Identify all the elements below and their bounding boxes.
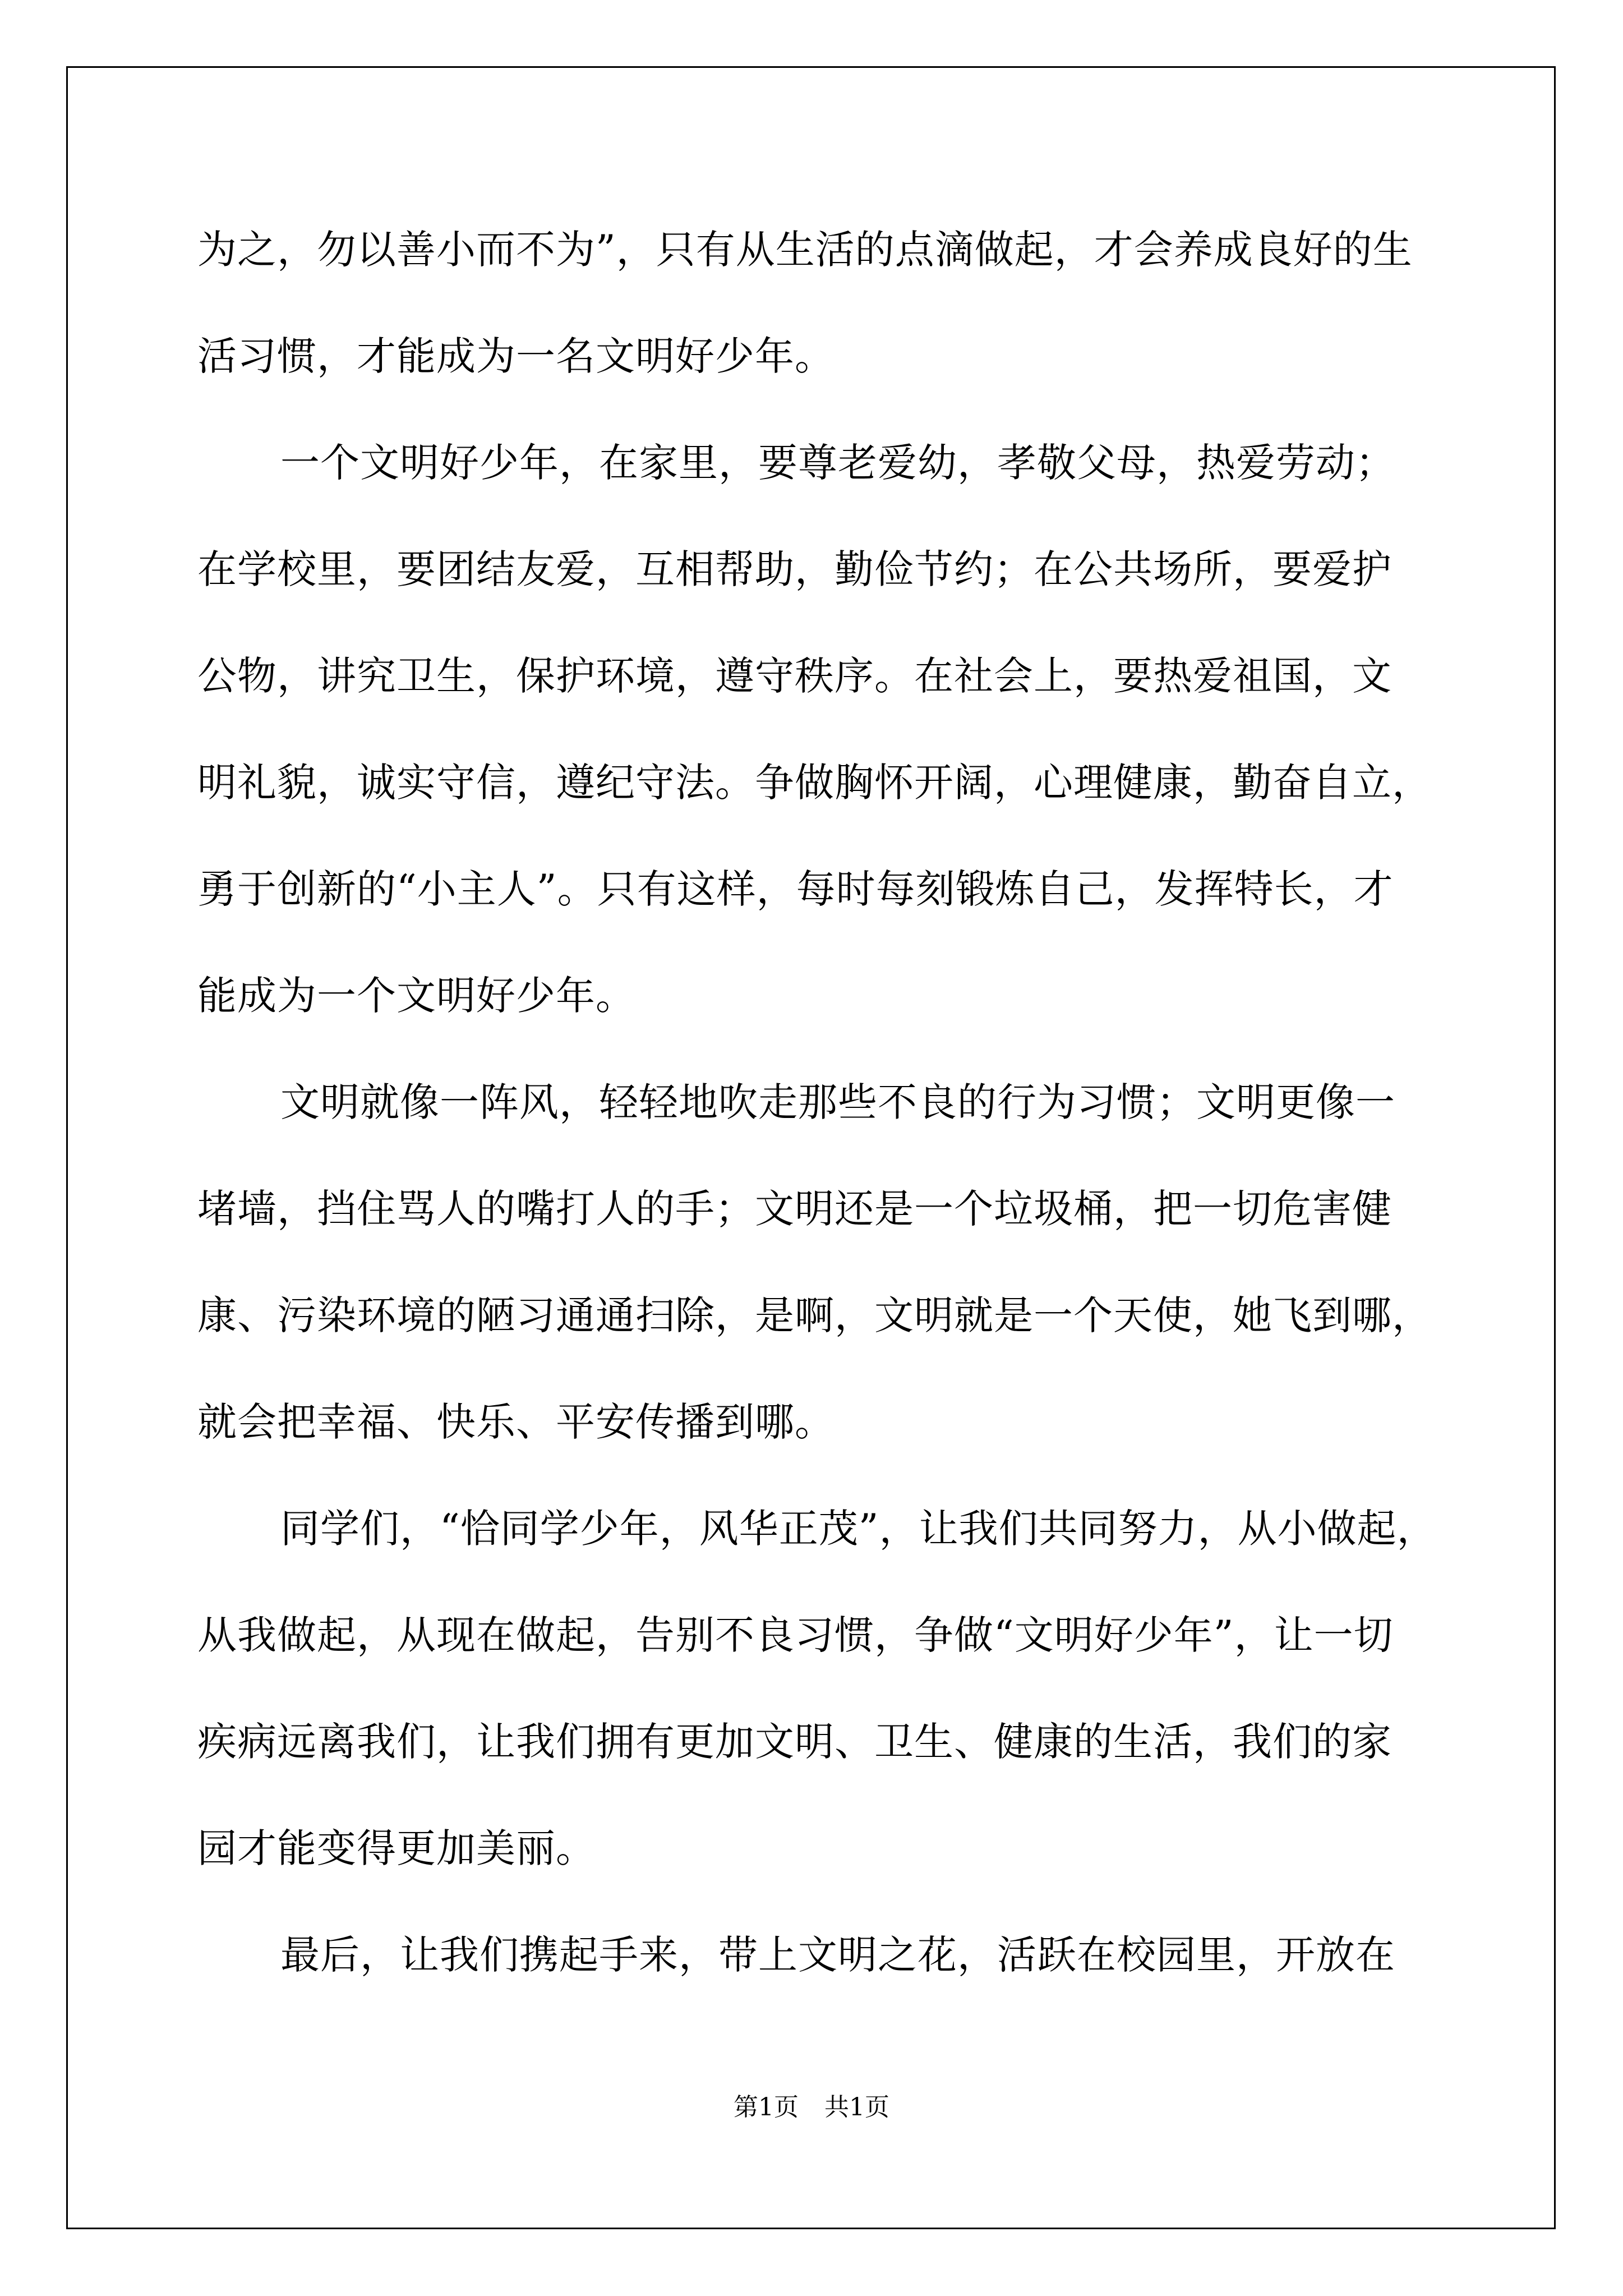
text-line-2: 活习惯，才能成为一名文明好少年。 — [197, 333, 834, 379]
text-line-7: 勇于创新的“小主人”。只有这样，每时每刻锻炼自己，发挥特长，才 — [197, 866, 1394, 912]
text-line-12: 就会把幸福、快乐、平安传播到哪。 — [197, 1399, 834, 1445]
text-line-10: 堵墙，挡住骂人的嘴打人的手；文明还是一个垃圾桶，把一切危害健 — [197, 1186, 1392, 1232]
text-line-4: 在学校里，要团结友爱，互相帮助，勤俭节约；在公共场所，要爱护 — [197, 546, 1392, 592]
text-line-9: 文明就像一阵风，轻轻地吹走那些不良的行为习惯；文明更像一 — [280, 1079, 1395, 1125]
text-line-17: 最后，让我们携起手来，带上文明之花，活跃在校园里，开放在 — [280, 1932, 1395, 1978]
text-line-15: 疾病远离我们，让我们拥有更加文明、卫生、健康的生活，我们的家 — [197, 1719, 1392, 1765]
page-number-total: 共1页 — [824, 2093, 889, 2122]
text-line-6: 明礼貌，诚实守信，遵纪守法。争做胸怀开阔，心理健康，勤奋自立， — [197, 760, 1432, 806]
text-line-16: 园才能变得更加美丽。 — [197, 1825, 596, 1871]
text-line-3: 一个文明好少年，在家里，要尊老爱幼，孝敬父母，热爱劳动； — [280, 440, 1395, 486]
text-line-13: 同学们，“恰同学少年，风华正茂”，让我们共同努力，从小做起， — [280, 1506, 1437, 1552]
text-line-8: 能成为一个文明好少年。 — [197, 973, 635, 1019]
text-line-5: 公物，讲究卫生，保护环境，遵守秩序。在社会上，要热爱祖国，文 — [197, 653, 1392, 699]
text-line-11: 康、污染环境的陋习通通扫除，是啊，文明就是一个天使，她飞到哪， — [197, 1292, 1432, 1338]
page-number-current: 第1页 — [734, 2093, 799, 2122]
page-footer — [0, 2087, 1623, 2123]
document-body — [197, 196, 1437, 2008]
text-line-1: 为之，勿以善小而不为”，只有从生活的点滴做起，才会养成良好的生 — [197, 227, 1413, 273]
text-line-14: 从我做起，从现在做起，告别不良习惯，争做“文明好少年”，让一切 — [197, 1612, 1394, 1658]
